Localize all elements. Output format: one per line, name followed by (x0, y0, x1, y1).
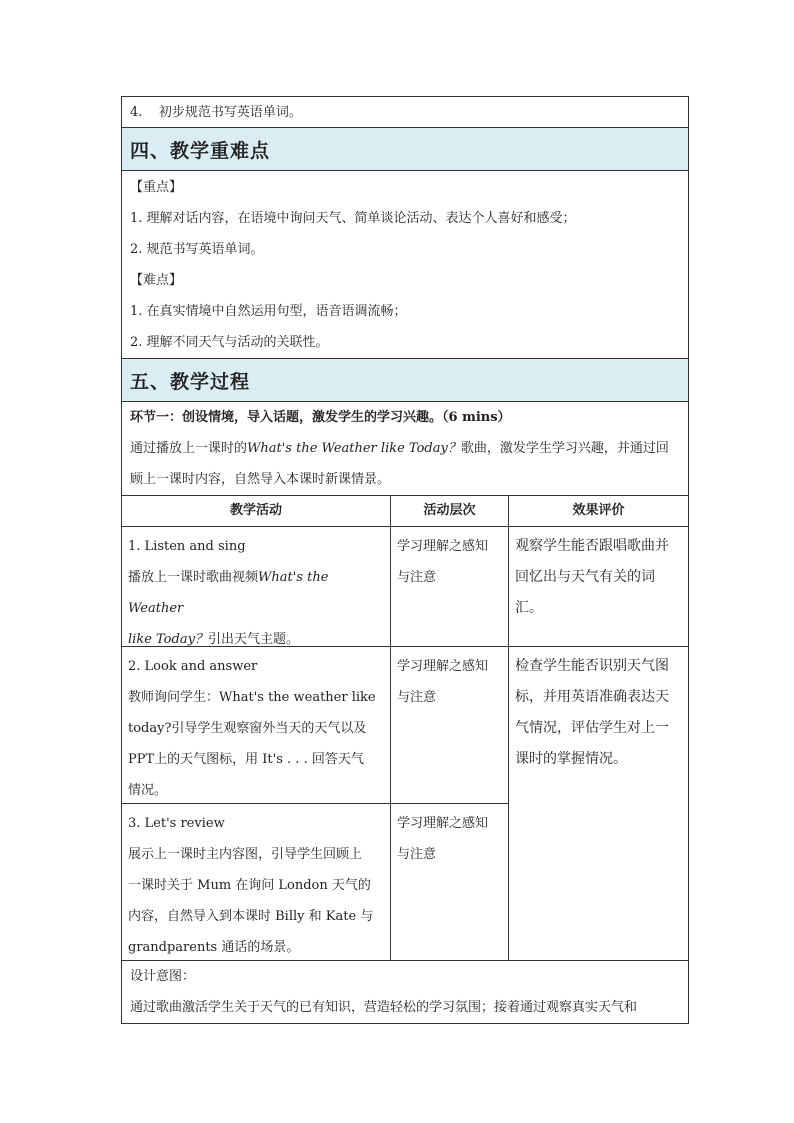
difficult-label: 【难点】 (130, 273, 183, 288)
activity-text: 展示上一课时主内容图，引导学生回顾上 (128, 847, 363, 862)
activity-text: 引出天气主题。 (207, 632, 299, 647)
activity-text: 内容，自然导入到本课时 Billy 和 Kate 与 (128, 909, 374, 924)
step-title: 环节一：创设情境，导入话题，激发学生的学习兴趣。（6 mins） (130, 410, 511, 425)
header-level: 活动层次 (390, 496, 508, 526)
key-points-block (121, 171, 689, 359)
activity-title: 1. Listen and sing (128, 539, 246, 554)
evaluation-text: 回忆出与天气有关的词 (515, 569, 655, 585)
objective-item-4: 4. 初步规范书写英语单词。 (121, 96, 689, 128)
evaluation-cell (508, 646, 688, 960)
intro-text: 通过播放上一课时的 (130, 441, 248, 456)
level-cell (390, 803, 508, 960)
level-cell (390, 526, 508, 646)
level-text: 与注意 (397, 570, 437, 585)
activity-text: 一课时关于 Mum 在询问 London 天气的 (128, 878, 371, 893)
level-text: 学习理解之感知 (397, 659, 489, 674)
evaluation-text: 课时的掌握情况。 (515, 751, 627, 767)
level-text: 与注意 (397, 847, 437, 862)
activity-text: grandparents 通话的场景。 (128, 940, 300, 955)
evaluation-cell (508, 526, 688, 646)
activity-cell (122, 526, 390, 646)
song-title: like Today？ (128, 632, 208, 647)
activity-cell (122, 646, 390, 803)
intro-line-2: 顾上一课时内容，自然导入本课时新课情景。 (130, 472, 391, 487)
evaluation-text: 气情况，评估学生对上一 (515, 720, 669, 736)
header-activity: 教学活动 (229, 503, 282, 518)
design-label: 设计意图： (130, 969, 196, 984)
step-one-intro (121, 402, 689, 496)
activity-text: 播放上一课时歌曲视频 (128, 570, 259, 585)
song-title: What's the Weather (128, 570, 329, 616)
key-label: 【重点】 (130, 180, 183, 195)
activity-text: PPT上的天气图标，用 It's . . . 回答天气 (128, 752, 364, 767)
section-title-teaching-process: 五、教学过程 (121, 359, 689, 402)
level-cell (390, 646, 508, 803)
design-intent-block (121, 961, 689, 1024)
evaluation-text: 标，并用英语准确表达天 (515, 689, 669, 705)
key-item: 2. 规范书写英语单词。 (130, 242, 264, 257)
activity-text: today?引导学生观察窗外当天的天气以及 (128, 721, 367, 736)
intro-text: 歌曲，激发学生学习兴趣，并通过回 (460, 441, 669, 456)
evaluation-text: 观察学生能否跟唱歌曲并 (515, 538, 669, 554)
activity-title: 2. Look and answer (128, 659, 258, 674)
intro-line-1 (130, 433, 688, 464)
lesson-plan-page (121, 96, 689, 1024)
section-title-key-points: 四、教学重难点 (121, 128, 689, 171)
evaluation-text: 检查学生能否识别天气图 (515, 658, 669, 674)
activity-text: 教师询问学生：What's the weather like (128, 690, 376, 705)
song-title: What's the Weather like Today？ (247, 441, 461, 456)
activity-text: 情况。 (128, 783, 168, 798)
level-text: 学习理解之感知 (397, 539, 489, 554)
activity-title: 3. Let's review (128, 816, 225, 831)
level-text: 学习理解之感知 (397, 816, 489, 831)
evaluation-text: 汇。 (515, 600, 543, 616)
level-text: 与注意 (397, 690, 437, 705)
activity-table (121, 496, 689, 961)
difficult-item: 2. 理解不同天气与活动的关联性。 (130, 335, 329, 350)
difficult-item: 1. 在真实情境中自然运用句型，语音语调流畅； (130, 304, 407, 319)
design-text: 通过歌曲激活学生关于天气的已有知识，营造轻松的学习氛围；接着通过观察真实天气和 (130, 1000, 638, 1015)
header-evaluation: 效果评价 (508, 496, 688, 526)
activity-cell (122, 803, 390, 960)
key-item: 1. 理解对话内容，在语境中询问天气、简单谈论活动、表达个人喜好和感受； (130, 211, 576, 226)
